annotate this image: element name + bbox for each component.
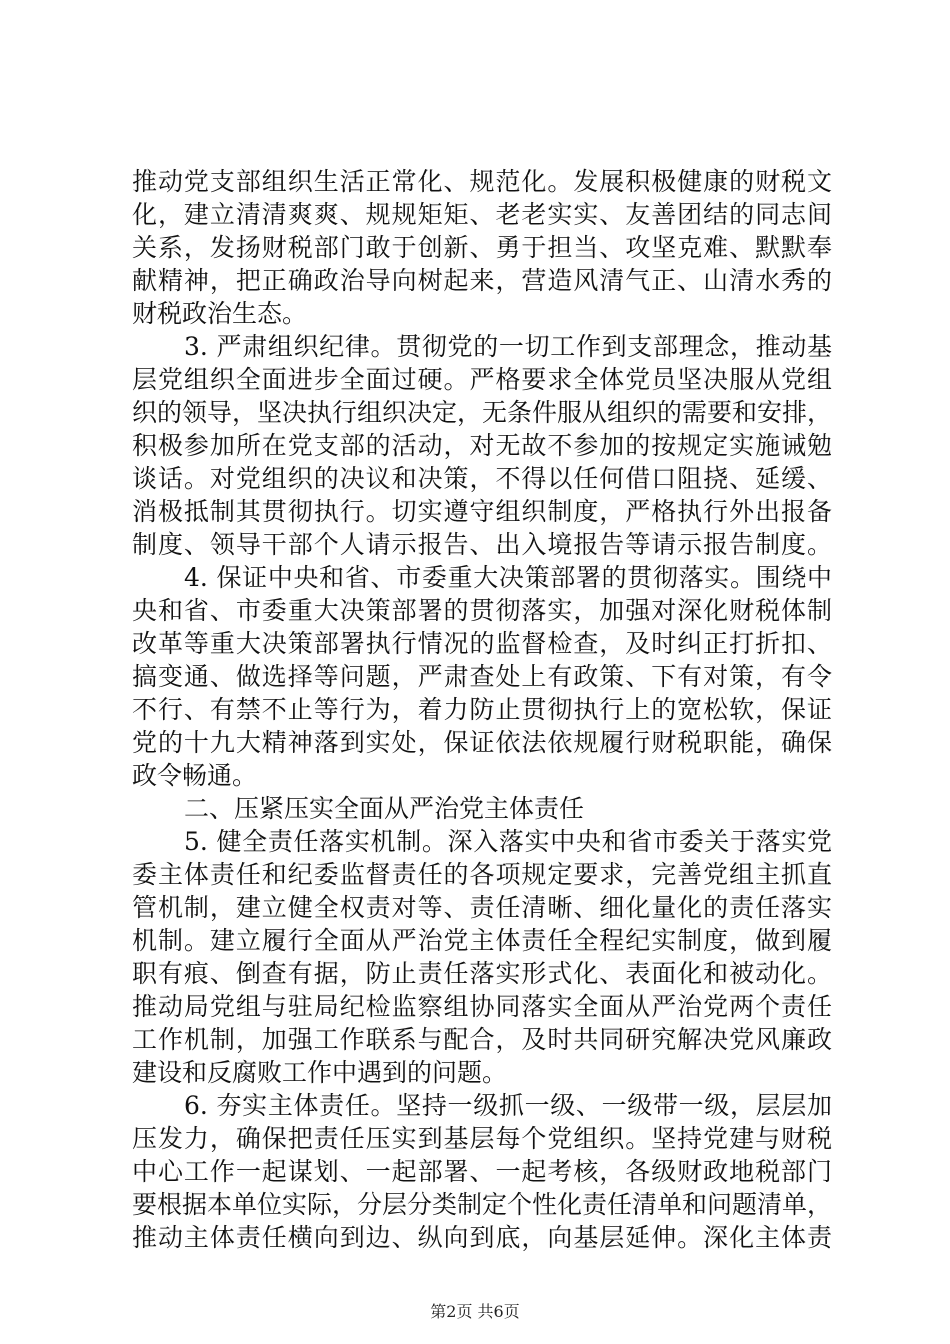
text-line: 政令畅通。 — [132, 761, 258, 790]
text-line: 消极抵制其贯彻执行。切实遵守组织制度，严格执行外出报备 — [132, 497, 832, 526]
text-line: 化，建立清清爽爽、规规矩矩、老老实实、友善团结的同志间 — [132, 200, 832, 229]
page-footer — [0, 1302, 950, 1322]
text-line: 财税政治生态。 — [132, 299, 308, 328]
text-line: 4. 保证中央和省、市委重大决策部署的贯彻落实。围绕中 — [184, 563, 832, 592]
text-line: 层党组织全面进步全面过硬。严格要求全体党员坚决服从党组 — [132, 365, 832, 394]
text-line: 推动主体责任横向到边、纵向到底，向基层延伸。深化主体责 — [132, 1223, 832, 1252]
text-line: 推动局党组与驻局纪检监察组协同落实全面从严治党两个责任 — [132, 992, 832, 1021]
page-indicator: 第2页 共6页 — [430, 1302, 520, 1321]
text-line: 二、压紧压实全面从严治党主体责任 — [184, 794, 585, 823]
text-line: 工作机制，加强工作联系与配合，及时共同研究解决党风廉政 — [132, 1025, 832, 1054]
text-line: 央和省、市委重大决策部署的贯彻落实，加强对深化财税体制 — [132, 596, 832, 625]
text-line: 压发力，确保把责任压实到基层每个党组织。坚持党建与财税 — [132, 1124, 832, 1153]
text-line: 6. 夯实主体责任。坚持一级抓一级、一级带一级，层层加 — [184, 1091, 832, 1120]
text-line: 不行、有禁不止等行为，着力防止贯彻执行上的宽松软，保证 — [132, 695, 832, 724]
text-line: 推动党支部组织生活正常化、规范化。发展积极健康的财税文 — [132, 167, 832, 196]
text-line: 积极参加所在党支部的活动，对无故不参加的按规定实施诫勉 — [132, 431, 832, 460]
text-line: 3. 严肃组织纪律。贯彻党的一切工作到支部理念，推动基 — [184, 332, 832, 361]
text-line: 谈话。对党组织的决议和决策，不得以任何借口阻挠、延缓、 — [132, 464, 832, 493]
text-line: 关系，发扬财税部门敢于创新、勇于担当、攻坚克难、默默奉 — [132, 233, 832, 262]
text-line: 5. 健全责任落实机制。深入落实中央和省市委关于落实党 — [184, 827, 832, 856]
text-line: 献精神，把正确政治导向树起来，营造风清气正、山清水秀的 — [132, 266, 832, 295]
text-line: 改革等重大决策部署执行情况的监督检查，及时纠正打折扣、 — [132, 629, 832, 658]
text-line: 要根据本单位实际，分层分类制定个性化责任清单和问题清单， — [132, 1190, 832, 1219]
text-line: 管机制，建立健全权责对等、责任清晰、细化量化的责任落实 — [132, 893, 832, 922]
text-line: 中心工作一起谋划、一起部署、一起考核，各级财政地税部门 — [132, 1157, 832, 1186]
text-line: 委主体责任和纪委监督责任的各项规定要求，完善党组主抓直 — [132, 860, 832, 889]
text-line: 织的领导，坚决执行组织决定，无条件服从组织的需要和安排， — [132, 398, 832, 427]
text-line: 制度、领导干部个人请示报告、出入境报告等请示报告制度。 — [132, 530, 832, 559]
text-line: 搞变通、做选择等问题，严肃查处上有政策、下有对策，有令 — [132, 662, 832, 691]
document-body — [132, 165, 832, 1254]
text-line: 建设和反腐败工作中遇到的问题。 — [132, 1058, 508, 1087]
text-line: 职有痕、倒查有据，防止责任落实形式化、表面化和被动化。 — [132, 959, 832, 988]
text-line: 机制。建立履行全面从严治党主体责任全程纪实制度，做到履 — [132, 926, 832, 955]
text-line: 党的十九大精神落到实处，保证依法依规履行财税职能，确保 — [132, 728, 832, 757]
